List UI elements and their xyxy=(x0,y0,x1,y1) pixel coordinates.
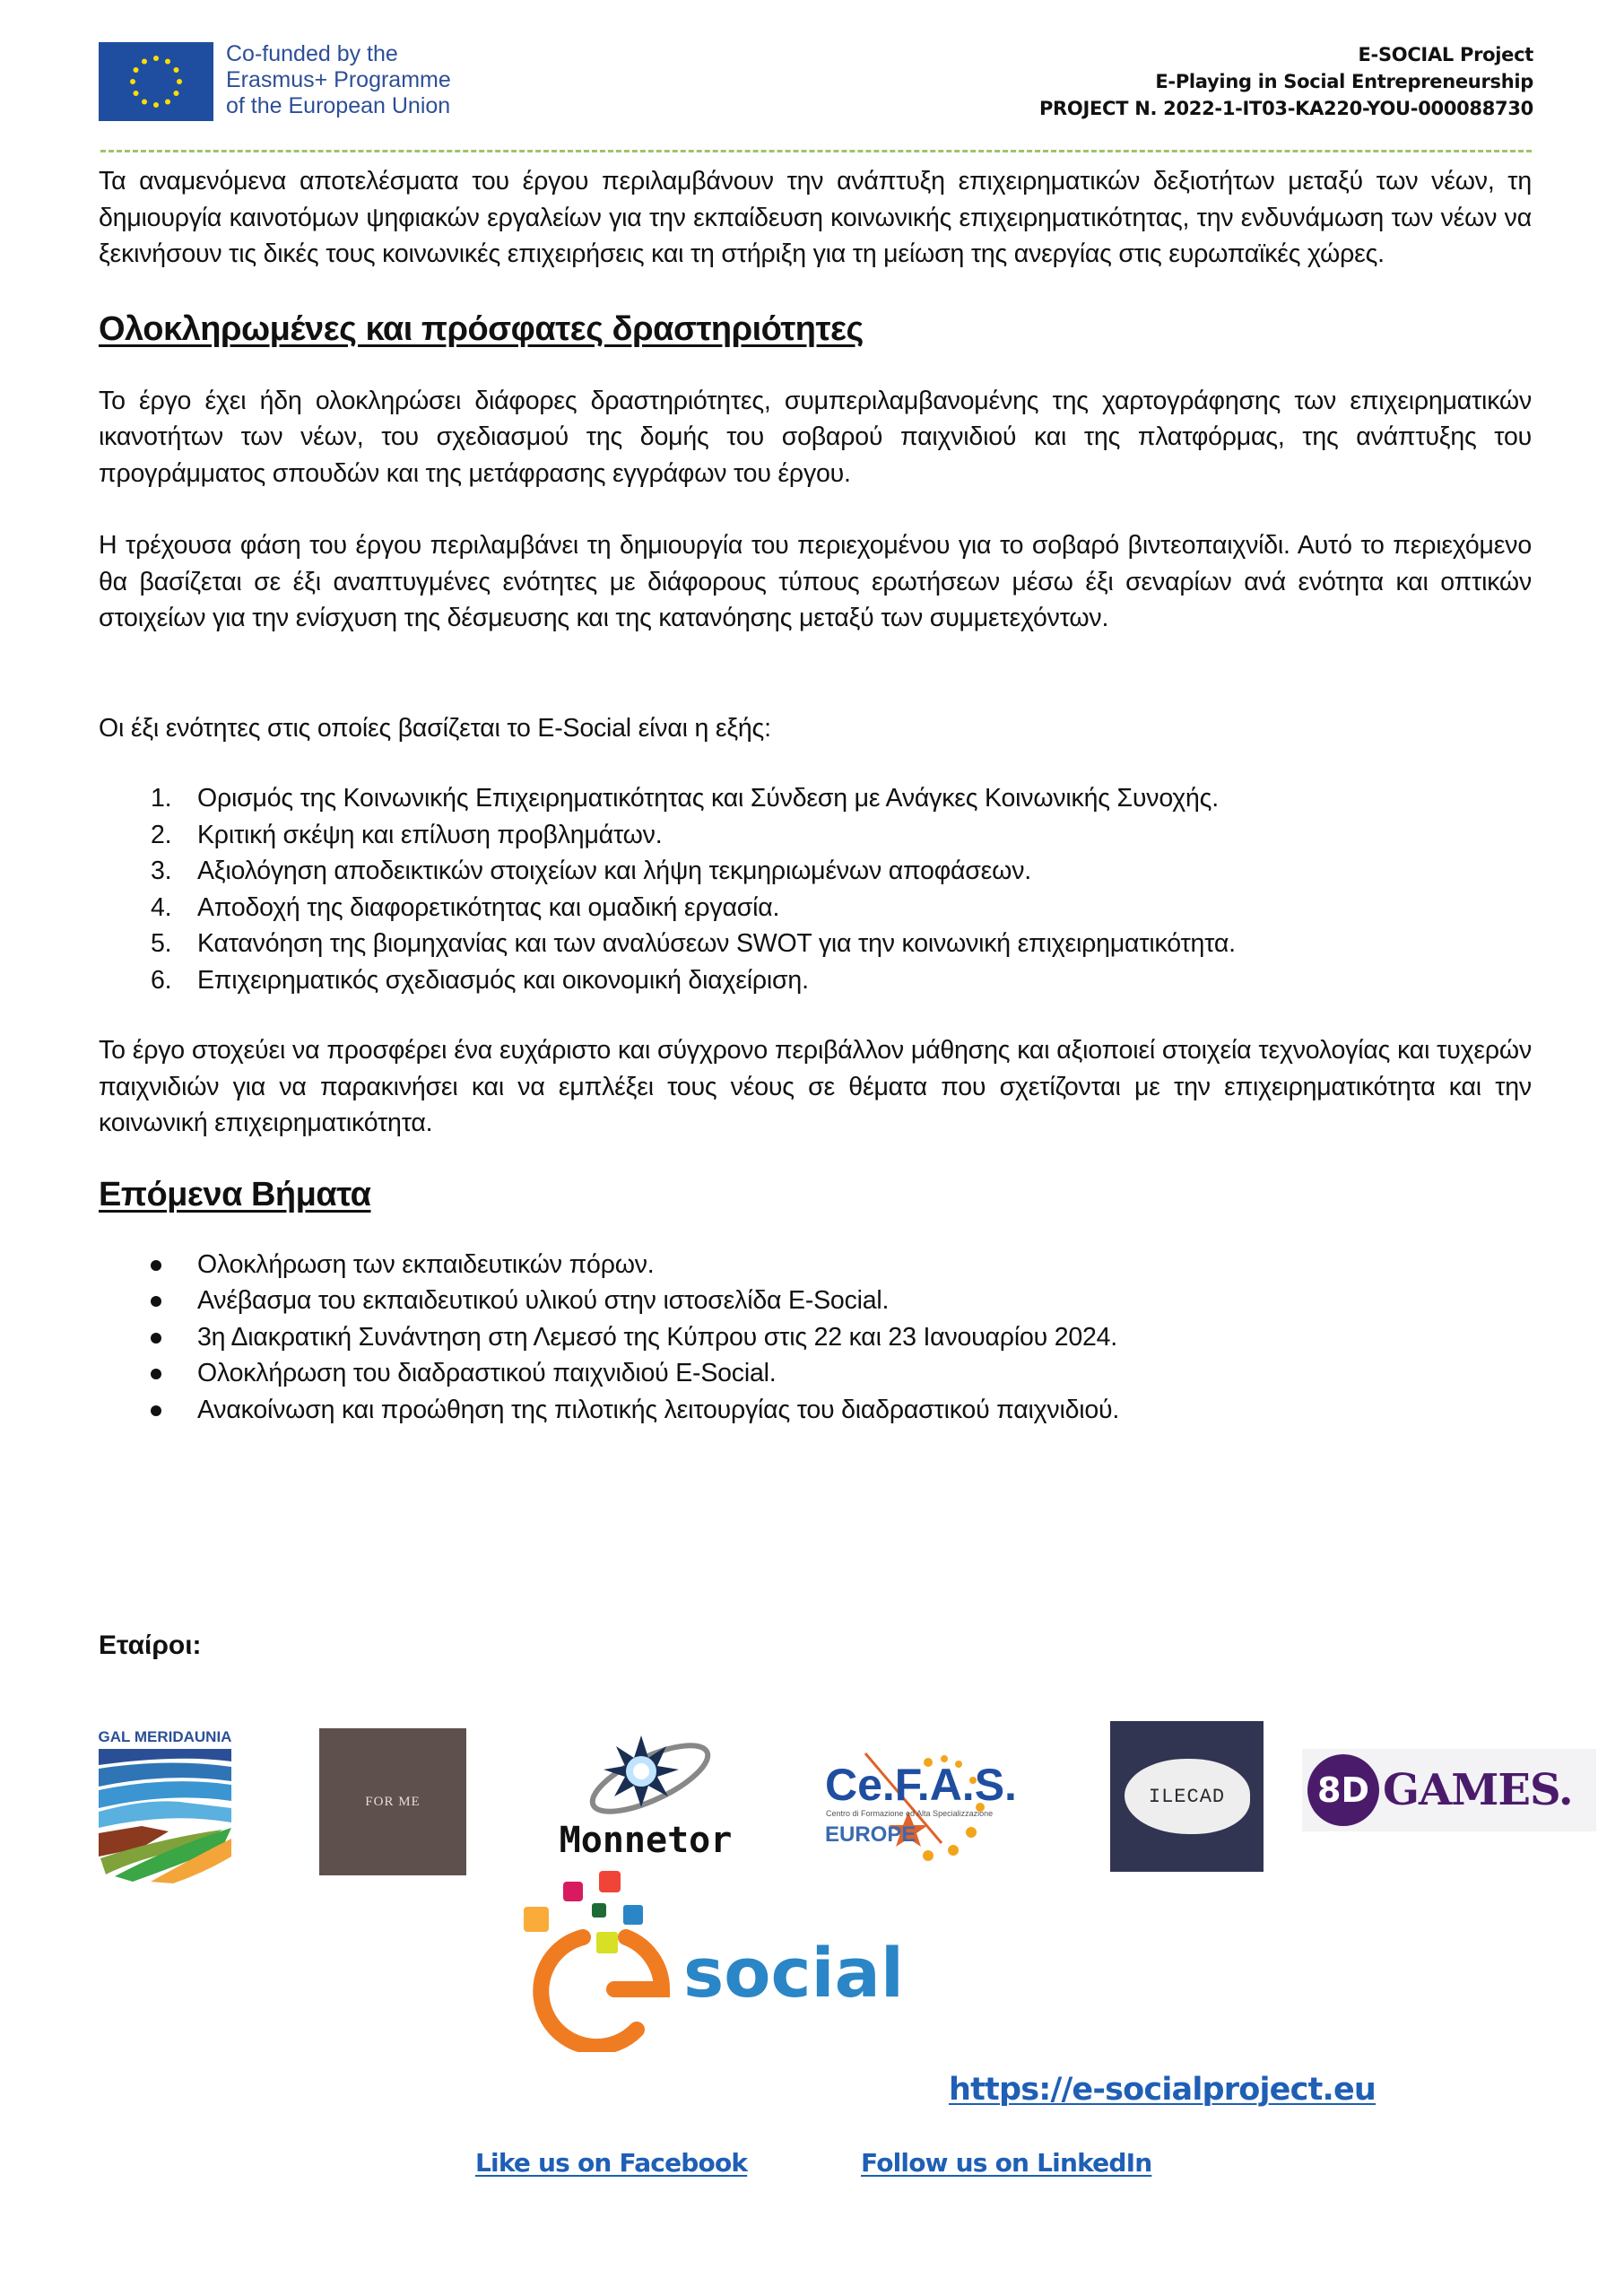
next-step-item: Ολοκλήρωση του διαδραστικού παιχνιδιού E-Social. xyxy=(99,1355,1532,1392)
ilecad-logo: ILECAD xyxy=(1110,1721,1264,1872)
module-item: 4. Αποδοχή της διαφορετικότητας και ομαδική εργασία. xyxy=(151,892,780,922)
modules-intro: Οι έξι ενότητες στις οποίες βασίζεται το E-Social είναι η εξής: xyxy=(99,713,771,743)
eu-funding-line: Erasmus+ Programme xyxy=(226,67,451,92)
module-item: 5. Κατανόηση της βιομηχανίας και των αναλύσεων SWOT για την κοινωνική επιχειρηματικότητα. xyxy=(151,929,1236,958)
module-item: 1. Ορισμός της Κοινωνικής Επιχειρηματικότητας και Σύνδεση με Ανάγκες Κοινωνικής Συνοχής. xyxy=(151,784,1219,813)
monnetor-logo xyxy=(525,1726,767,1861)
for-me-logo: FOR ME xyxy=(319,1728,466,1875)
module-item: 2. Κριτική σκέψη και επίλυση προβλημάτων. xyxy=(151,820,663,849)
next-steps-heading: Επόμενα Βήματα xyxy=(99,1175,371,1213)
svg-text:social: social xyxy=(683,1933,904,2013)
modules-list xyxy=(99,780,1532,998)
intro-paragraph: Τα αναμενόμενα αποτελέσματα του έργου περιλαμβάνουν την ανάπτυξη επιχειρηματικών δεξιοτήτων μεταξύ των νέων, τη δημιουργία καινοτόμων ψηφιακών εργαλείων για την εκπαίδευση κοινωνικής επιχειρηματικότητας, την ενδυνάμωση των νέων να ξεκινήσουν τις δικές τους κοινωνικές επιχειρήσεις και τη στήριξη για τη μείωση της ανεργίας στις ευρωπαϊκές χώρες. xyxy=(99,167,1532,268)
linkedin-link[interactable]: Follow us on LinkedIn xyxy=(861,2148,1152,2178)
svg-text:Ce.F.A.S.: Ce.F.A.S. xyxy=(825,1760,1017,1810)
eu-funding-line: of the European Union xyxy=(226,93,451,118)
eu-funding-line: Co-funded by the xyxy=(226,41,398,66)
next-step-item: 3η Διακρατική Συνάντηση στη Λεμεσό της Κύπρου στις 22 και 23 Ιανουαρίου 2024. xyxy=(99,1319,1532,1356)
completed-activities-heading: Ολοκληρωμένες και πρόσφατες δραστηριότητες xyxy=(99,309,864,348)
project-title: E-SOCIAL Project xyxy=(1358,44,1533,65)
document-header xyxy=(99,38,1533,136)
completed-paragraph-2: Η τρέχουσα φάση του έργου περιλαμβάνει τη δημιουργία του περιεχομένου για το σοβαρό βιντεοπαιχνίδι. Αυτό το περιεχόμενο θα βασίζεται σε έξι αναπτυγμένες ενότητες με διάφορους τύπους ερωτήσεων μέσω έξι σεναρίων ανά ενότητα και οπτικών στοιχείων για την ενίσχυση της δέσμευσης και της κατανόησης μεταξύ των συμμετεχόντων. xyxy=(99,531,1532,632)
goals-paragraph: Το έργο στοχεύει να προσφέρει ένα ευχάριστο και σύγχρονο περιβάλλον μάθησης και αξιοποιεί στοιχεία τεχνολογίας και τυχερών παιχνιδιών για να παρακινήσει και να εμπλέξει τους νέους σε θέματα που σχετίζονται με την επιχειρηματικότητα και την κοινωνική επιχειρηματικότητα. xyxy=(99,1036,1532,1137)
partners-label: Εταίροι: xyxy=(99,1631,202,1660)
gal-meridaunia-logo xyxy=(88,1722,242,1883)
header-divider xyxy=(100,150,1532,152)
svg-text:Centro di Formazione ed Alta S: Centro di Formazione ed Alta Specializzazione xyxy=(826,1809,994,1818)
next-step-item: Ολοκλήρωση των εκπαιδευτικών πόρων. xyxy=(99,1247,1532,1283)
module-item: 3. Αξιολόγηση αποδεικτικών στοιχείων και λήψη τεκμηριωμένων αποφάσεων. xyxy=(151,857,1031,885)
next-steps-list xyxy=(99,1247,1532,1429)
eu-flag-logo xyxy=(99,42,213,121)
svg-text:GAL MERIDAUNIA: GAL MERIDAUNIA xyxy=(98,1728,232,1745)
website-link[interactable]: https://e-socialproject.eu xyxy=(949,2072,1376,2108)
cefas-logo xyxy=(821,1744,1063,1870)
project-info xyxy=(1039,41,1533,122)
svg-text:Monnetor: Monnetor xyxy=(559,1820,733,1861)
bullet-icon xyxy=(151,1405,161,1416)
module-item: 6. Επιχειρηματικός σχεδιασμός και οικονομική διαχείριση. xyxy=(151,965,809,995)
project-subtitle: E-Playing in Social Entrepreneurship xyxy=(1155,71,1533,92)
facebook-link[interactable]: Like us on Facebook xyxy=(475,2148,748,2178)
eu-funding-text xyxy=(226,41,451,119)
next-step-item: Ανακοίνωση και προώθηση της πιλοτικής λειτουργίας του διαδραστικού παιχνιδιού. xyxy=(99,1392,1532,1429)
bullet-icon xyxy=(151,1369,161,1379)
bullet-icon xyxy=(151,1296,161,1307)
e-social-logo xyxy=(511,1864,906,2052)
svg-text:EUROPE: EUROPE xyxy=(825,1822,916,1847)
main-content xyxy=(99,163,1532,1428)
8d-games-logo: 8D GAMES. xyxy=(1302,1749,1596,1831)
bullet-icon xyxy=(151,1333,161,1344)
project-number: PROJECT N. 2022-1-IT03-KA220-YOU-000088730 xyxy=(1038,98,1533,119)
next-step-item: Ανέβασμα του εκπαιδευτικού υλικού στην ιστοσελίδα E-Social. xyxy=(99,1283,1532,1319)
completed-paragraph-1: Το έργο έχει ήδη ολοκληρώσει διάφορες δραστηριότητες, συμπεριλαμβανομένης της χαρτογράφησης των επιχειρηματικών ικανοτήτων των νέων, του σχεδιασμού της δομής του σοβαρού παιχνιδιού και της πλατφόρμας, της ανάπτυξης του προγράμματος σπουδών και της μετάφρασης εγγράφων του έργου. xyxy=(99,386,1532,488)
bullet-icon xyxy=(151,1260,161,1271)
